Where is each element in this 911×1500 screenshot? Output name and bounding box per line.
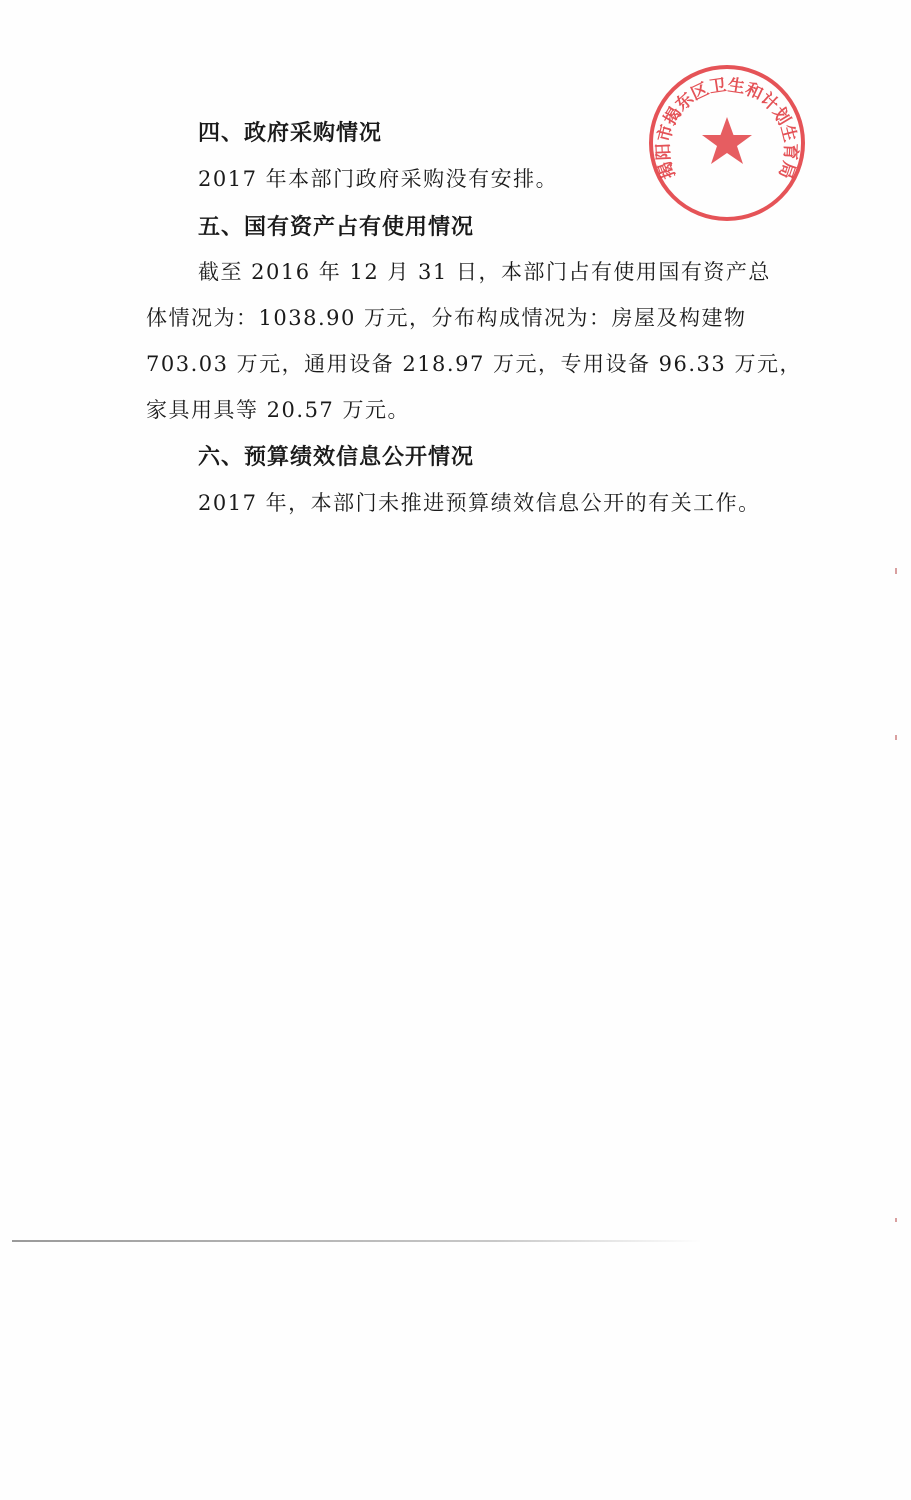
star-icon [702, 117, 752, 164]
official-seal [646, 62, 808, 224]
section-heading-performance-disclosure: 六、预算绩效信息公开情况 [198, 445, 475, 470]
paragraph-line: 703.03 万元，通用设备 218.97 万元，专用设备 96.33 万元， [146, 352, 802, 376]
paragraph-line: 2017 年，本部门未推进预算绩效信息公开的有关工作。 [198, 491, 761, 515]
paragraph-line: 体情况为：1038.90 万元，分布构成情况为：房屋及构建物 [146, 306, 747, 330]
scan-border-line [12, 1240, 702, 1242]
paragraph-line: 截至 2016 年 12 月 31 日，本部门占有使用国有资产总 [198, 260, 771, 284]
paragraph-line: 家具用具等 20.57 万元。 [146, 398, 410, 422]
seal-text: 揭阳市揭东区卫生和计划生育局 [653, 75, 801, 182]
paragraph-line: 2017 年本部门政府采购没有安排。 [198, 167, 559, 191]
scan-edge-mark [895, 1218, 897, 1222]
section-heading-state-assets: 五、国有资产占有使用情况 [198, 215, 475, 240]
scan-edge-mark [895, 568, 897, 574]
section-heading-procurement: 四、政府采购情况 [198, 121, 383, 146]
scan-edge-mark [895, 735, 897, 740]
